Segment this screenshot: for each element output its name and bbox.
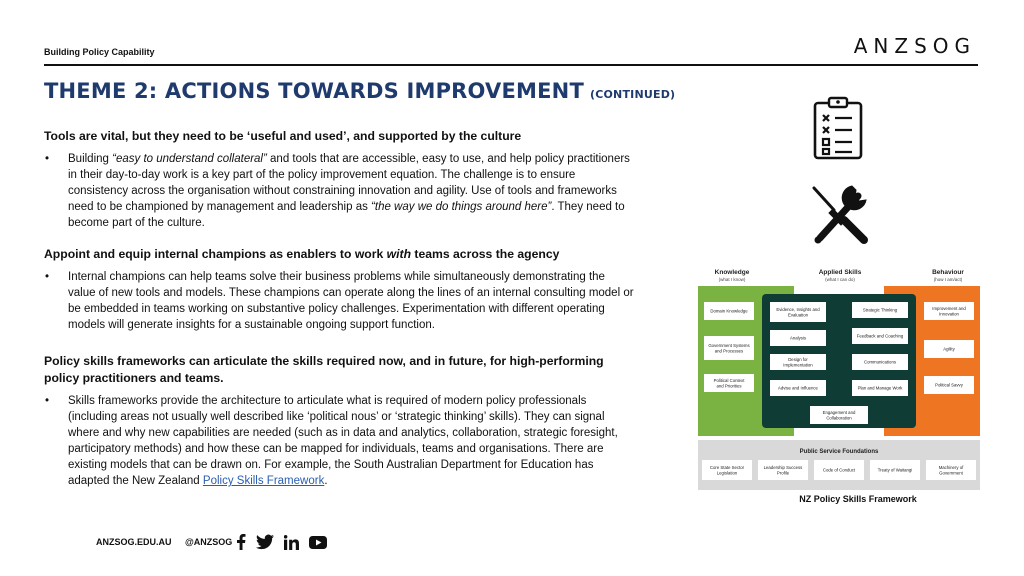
nz-policy-skills-framework-diagram xyxy=(698,264,980,490)
tools-bullet-quote2: “the way we do things around here” xyxy=(371,201,552,213)
clipboard-checklist-icon xyxy=(812,96,864,160)
policy-skills-framework-link[interactable]: Policy Skills Framework xyxy=(202,475,325,487)
frameworks-bullet-text: Skills frameworks provide the architecture to articulate what is required of modern policy professionals (including areas not usually well described like ‘political nous’ or ‘strategic thinking’ skills). They can signal where and why new capabilities are needed (such as in data and analytics, collaboration, strategic foresight, participatory methods) and how these can be mapped for individuals, teams and organisations. There are existing models that can be drawn on. For example, the South Australian Department for Education has adapted the New Zealand xyxy=(68,395,618,487)
frameworks-bullet-end: . xyxy=(324,475,328,487)
knowledge-sublabel: (what I know) xyxy=(718,277,746,282)
youtube-icon[interactable] xyxy=(309,536,327,549)
applied-left-item-4-label: Advise and Influence xyxy=(778,385,818,391)
linkedin-icon[interactable] xyxy=(284,535,299,550)
champions-heading-part2: teams across the agency xyxy=(411,247,560,261)
tools-bullet-part3: . They need to become part of the culture. xyxy=(68,201,625,229)
applied-right-item-2-label: Feedback and Coaching xyxy=(856,333,904,339)
applied-right-item-4-label: Plan and Manage Work xyxy=(857,385,903,391)
foundation-item-3-label: Code of Conduct xyxy=(822,467,856,473)
applied-left-item-3-label: Design for Implementation xyxy=(783,356,813,368)
section-champions-bullet: • Internal champions can help teams solve their business problems while simultaneously demonstrating the value of new tools and models. These champions can operate along the lines of an internal consulting model or be embedded in teams working on substantive policy challenges. Experimentation with different operating models will generate insights for a sustainable ongoing support function. xyxy=(44,269,634,333)
foundation-item-4-label: Treaty of Waitangi xyxy=(877,467,913,473)
applied-right-item-3-label: Communications xyxy=(863,359,897,365)
applied-right-item-1-label: Strategic Thinking xyxy=(862,307,898,313)
page-title xyxy=(44,79,675,103)
section-label: Building Policy Capability xyxy=(44,47,155,57)
applied-left-item-2-label: Analysis xyxy=(789,335,807,341)
behaviour-item-2-label: Agility xyxy=(943,346,955,352)
knowledge-item-3-label: Political Context and Priorities xyxy=(713,377,745,389)
section-frameworks-list xyxy=(44,393,634,489)
section-tools xyxy=(44,128,634,231)
champions-heading-part1: Appoint and equip internal champions as enablers to work xyxy=(44,247,387,261)
champions-heading-emphasis: with xyxy=(386,247,412,261)
knowledge-item-1-label: Domain Knowledge xyxy=(710,308,748,314)
section-tools-bullet xyxy=(44,151,634,231)
main-content xyxy=(44,128,634,504)
foundations-label: Public Service Foundations xyxy=(799,449,879,455)
foundation-item-5-label: Machinery of Government xyxy=(938,464,964,476)
twitter-icon[interactable] xyxy=(256,534,274,550)
section-tools-list xyxy=(44,151,634,231)
section-frameworks-bullet xyxy=(44,393,634,489)
section-champions xyxy=(44,246,634,333)
applied-skills-label: Applied Skills xyxy=(818,269,862,276)
tools-bullet-part2: and tools that are accessible, easy to use, and help policy practitioners in their day-to-day work is a key part of the policy improvement equation. The challenge is to ensure consistency across the organisation without constraining innovation and agility. Use of tools and frameworks need to be championed by management and leadership as xyxy=(68,153,630,213)
behaviour-item-1-label: Improvement and Innovation xyxy=(932,305,966,317)
section-frameworks-heading: Policy skills frameworks can articulate the skills required now, and in future, for high-performing policy practitioners and teams. xyxy=(44,354,604,385)
section-champions-heading xyxy=(44,246,634,263)
behaviour-label: Behaviour xyxy=(932,269,964,276)
framework-caption: NZ Policy Skills Framework xyxy=(799,494,917,504)
header-divider xyxy=(44,64,978,66)
anzsog-logo: ANZSOG xyxy=(853,34,976,58)
footer-website[interactable]: ANZSOG.EDU.AU xyxy=(96,537,172,547)
section-champions-list xyxy=(44,269,634,333)
foundation-item-1-label: Core State Sector Legislation xyxy=(709,464,745,476)
foundation-item-2-label: Leadership Success Profile xyxy=(763,464,803,476)
applied-left-item-1-label: Evidence, Insights and Evaluation xyxy=(776,306,820,318)
applied-skills-sublabel: (what I can do) xyxy=(825,277,855,282)
knowledge-item-2-label: Government Systems and Processes xyxy=(708,342,750,354)
behaviour-sublabel: (how I am/act) xyxy=(933,277,963,282)
page-title-suffix: (CONTINUED) xyxy=(589,88,676,101)
footer-handle[interactable]: @ANZSOG xyxy=(185,537,233,547)
facebook-icon[interactable] xyxy=(236,534,246,550)
social-icons xyxy=(236,532,327,552)
section-frameworks xyxy=(44,353,634,489)
page-title-text: THEME 2: ACTIONS TOWARDS IMPROVEMENT xyxy=(44,79,584,103)
behaviour-item-3-label: Political Savvy xyxy=(935,382,963,388)
tools-bullet-quote1: “easy to understand collateral” xyxy=(112,153,267,165)
section-tools-heading: Tools are vital, but they need to be ‘useful and used’, and supported by the culture xyxy=(44,129,522,143)
applied-engagement-label: Engagement and Collaboration xyxy=(822,409,856,421)
tools-bullet-part1: Building xyxy=(68,153,113,165)
knowledge-label: Knowledge xyxy=(714,269,750,276)
wrench-screwdriver-icon xyxy=(806,180,872,246)
